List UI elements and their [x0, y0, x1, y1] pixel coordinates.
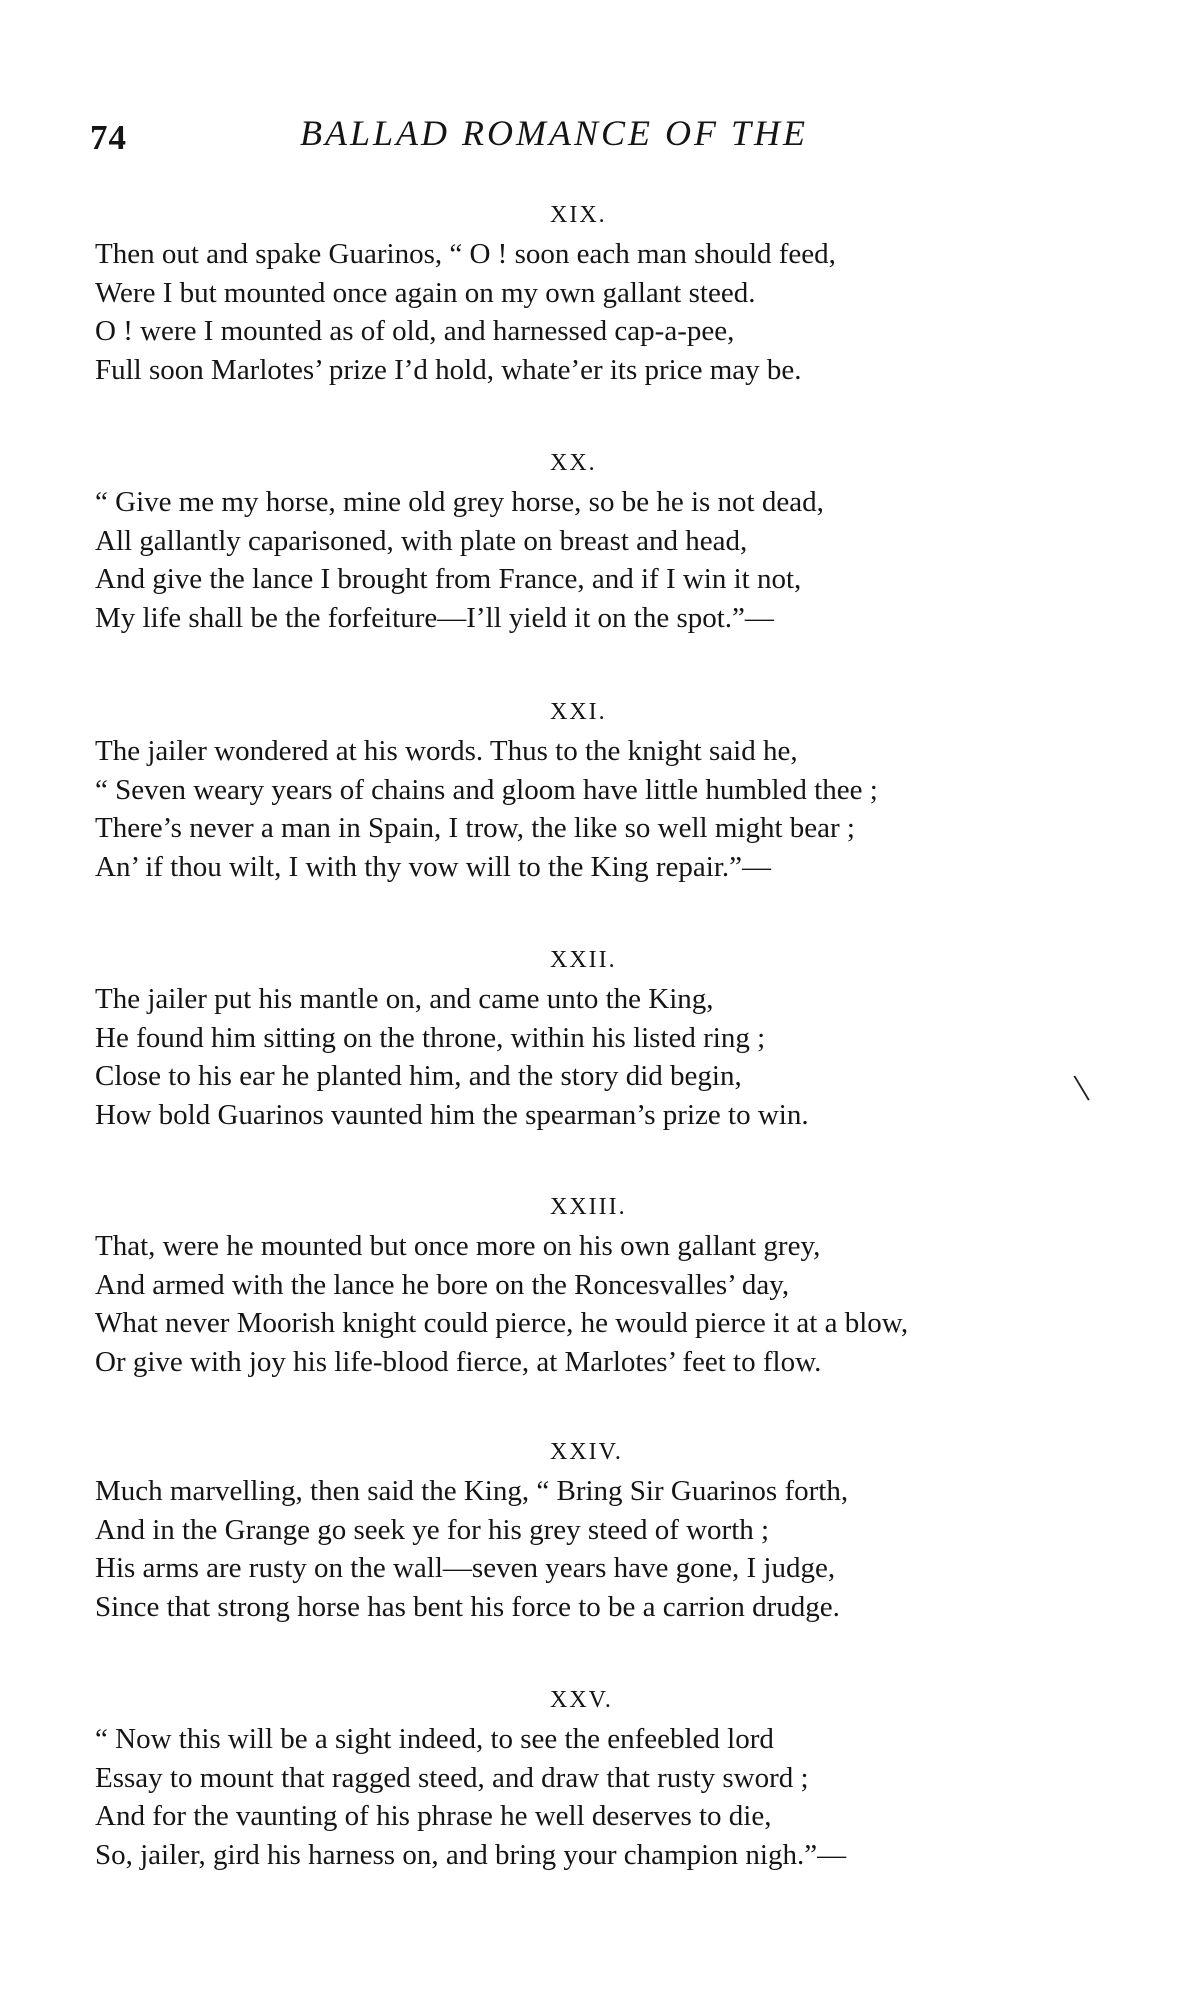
- verse-line: So, jailer, gird his harness on, and bring your champion nigh.”—: [95, 1838, 847, 1871]
- verse-line: And in the Grange go seek ye for his grey steed of worth ;: [95, 1513, 770, 1546]
- running-head: BALLAD ROMANCE OF THE: [300, 113, 808, 153]
- verse-line: O ! were I mounted as of old, and harnessed cap-a-pee,: [95, 315, 735, 347]
- stanza-xxi: [95, 692, 1085, 886]
- verse-line: “ Give me my horse, mine old grey horse, so be he is not dead,: [95, 486, 824, 518]
- page-number: 74: [90, 118, 127, 157]
- verse-line: My life shall be the forfeiture—I’ll yield it on the spot.”—: [95, 601, 774, 634]
- verse-line: Much marvelling, then said the King, “ Bring Sir Guarinos forth,: [95, 1475, 849, 1507]
- stanza-numeral: XXII.: [550, 947, 617, 973]
- verse-line: What never Moorish knight could pierce, he would pierce it at a blow,: [95, 1307, 909, 1339]
- verse-line: The jailer wondered at his words. Thus to the knight said he,: [95, 735, 798, 767]
- verse-line: An’ if thou wilt, I with thy vow will to the King repair.”—: [95, 850, 772, 883]
- verse-line: And give the lance I brought from France, and if I win it not,: [95, 563, 802, 595]
- stanza-numeral: XXI.: [550, 699, 607, 725]
- verse-line: Then out and spake Guarinos, “ O ! soon each man should feed,: [95, 238, 836, 270]
- verse-line: Close to his ear he planted him, and the story did begin,: [95, 1060, 742, 1092]
- verse-line: How bold Guarinos vaunted him the spearman’s prize to win.: [95, 1098, 809, 1131]
- stanza-numeral: XX.: [550, 450, 597, 476]
- verse-line: “ Now this will be a sight indeed, to see the enfeebled lord: [95, 1723, 774, 1755]
- stanza-numeral: XXIII.: [550, 1194, 627, 1220]
- stanza-numeral: XXV.: [550, 1687, 613, 1713]
- verse-line: Full soon Marlotes’ prize I’d hold, whate’er its price may be.: [95, 353, 802, 386]
- verse-line: The jailer put his mantle on, and came unto the King,: [95, 983, 714, 1015]
- margin-mark: \: [1071, 1064, 1092, 1111]
- stanza-numeral: XIX.: [550, 202, 607, 228]
- verse-line: That, were he mounted but once more on his own gallant grey,: [95, 1230, 821, 1262]
- verse-line: He found him sitting on the throne, within his listed ring ;: [95, 1021, 766, 1054]
- verse-line: Or give with joy his life-blood fierce, at Marlotes’ feet to flow.: [95, 1345, 822, 1378]
- stanza-xxiv: [95, 1432, 1085, 1626]
- stanza-xxiii: [95, 1187, 1085, 1381]
- verse-line: Were I but mounted once again on my own gallant steed.: [95, 276, 756, 309]
- stanza-xx: [95, 443, 1085, 637]
- verse-line: Essay to mount that ragged steed, and draw that rusty sword ;: [95, 1761, 809, 1794]
- stanza-xxv: [95, 1680, 1085, 1874]
- verse-line: His arms are rusty on the wall—seven years have gone, I judge,: [95, 1552, 836, 1584]
- verse-line: There’s never a man in Spain, I trow, the like so well might bear ;: [95, 812, 855, 844]
- verse-line: And armed with the lance he bore on the Roncesvalles’ day,: [95, 1268, 790, 1301]
- verse-line: And for the vaunting of his phrase he well deserves to die,: [95, 1800, 772, 1832]
- stanza-numeral: XXIV.: [550, 1439, 623, 1465]
- verse-line: “ Seven weary years of chains and gloom have little humbled thee ;: [95, 773, 878, 806]
- verse-line: Since that strong horse has bent his force to be a carrion drudge.: [95, 1590, 840, 1623]
- stanza-xix: [95, 195, 1085, 389]
- verse-line: All gallantly caparisoned, with plate on breast and head,: [95, 524, 748, 557]
- stanza-xxii: [95, 940, 1085, 1134]
